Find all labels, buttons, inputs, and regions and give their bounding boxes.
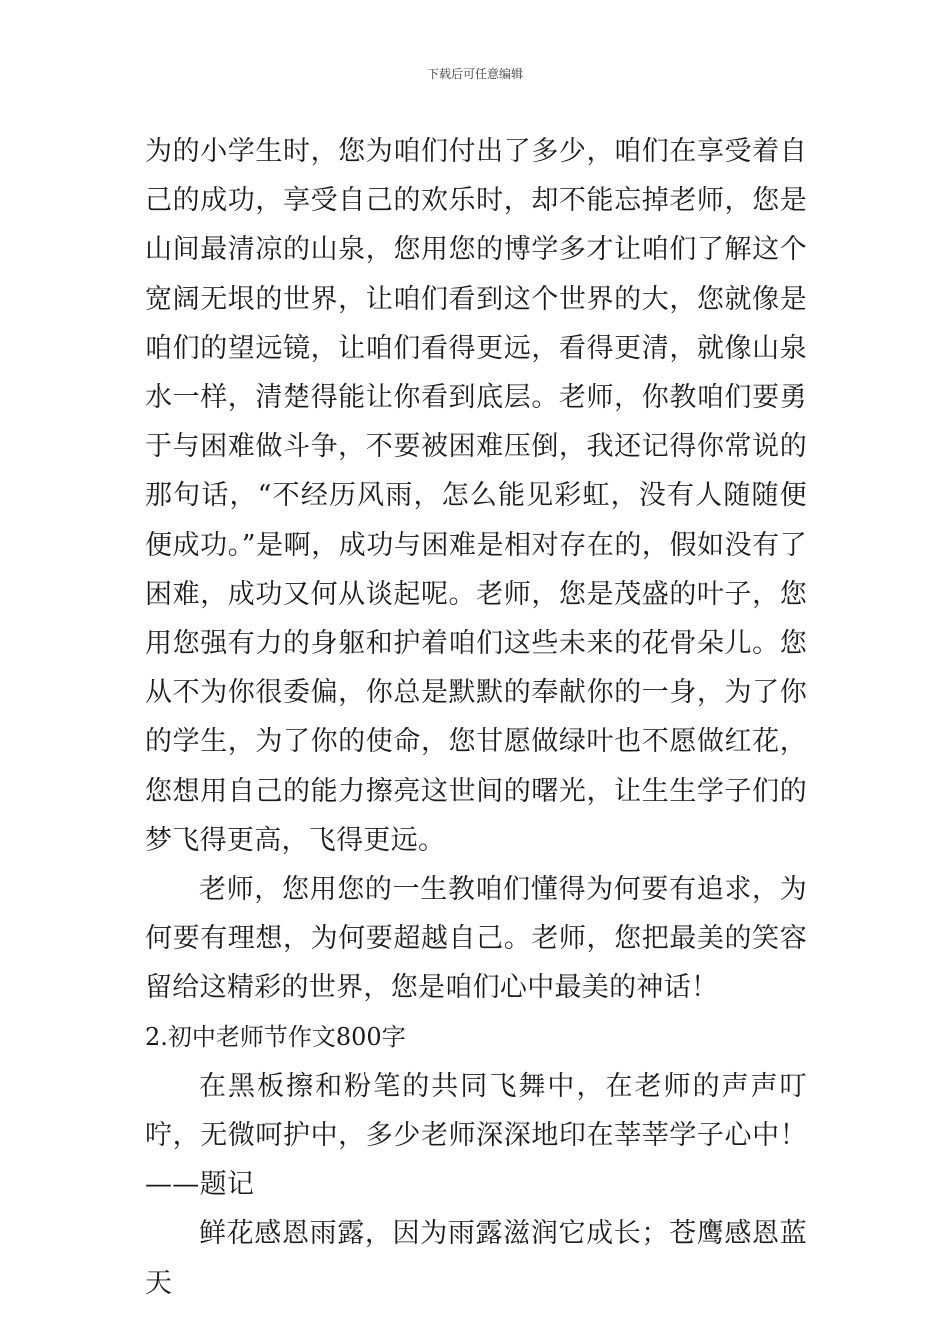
- paragraph: 老师，您用您的一生教咱们懂得为何要有追求，为何要有理想，为何要超越自己。老师，您把最美的笑容留给这精彩的世界，您是咱们心中最美的神话！: [145, 874, 807, 1004]
- document-body: [145, 127, 807, 1308]
- paragraph-continuation: 为的小学生时，您为咱们付出了多少，咱们在享受着自己的成功，享受自己的欢乐时，却不能忘掉老师，您是山间最清凉的山泉，您用您的博学多才让咱们了解这个宽阔无垠的世界，让咱们看到这个世界的大，您就像是咱们的望远镜，让咱们看得更远，看得更清，就像山泉水一样，清楚得能让你看到底层。老师，你教咱们要勇于与困难做斗争，不要被困难压倒，我还记得你常说的那句话，“不经历风雨，怎么能见彩虹，没有人随随便便成功。”是啊，成功与困难是相对存在的，假如没有了困难，成功又何从谈起呢。老师，您是茂盛的叶子，您用您强有力的身躯和护着咱们这些未来的花骨朵儿。您从不为你很委偏，你总是默默的奉献你的一身，为了你的学生，为了你的使命，您甘愿做绿叶也不愿做红花，您想用自己的能力擦亮这世间的曙光，让生生学子们的梦飞得更高，飞得更远。: [145, 136, 807, 856]
- paragraph: 鲜花感恩雨露，因为雨露滋润它成长；苍鹰感恩蓝天: [145, 1218, 807, 1299]
- paragraph: 在黑板擦和粉笔的共同飞舞中，在老师的声声叮咛，无微呵护中，多少老师深深地印在莘莘学子心中！——题记: [145, 1070, 807, 1201]
- page-header: 下载后可任意编辑: [426, 67, 523, 81]
- section-heading: 2.初中老师节作文800字: [145, 1022, 406, 1051]
